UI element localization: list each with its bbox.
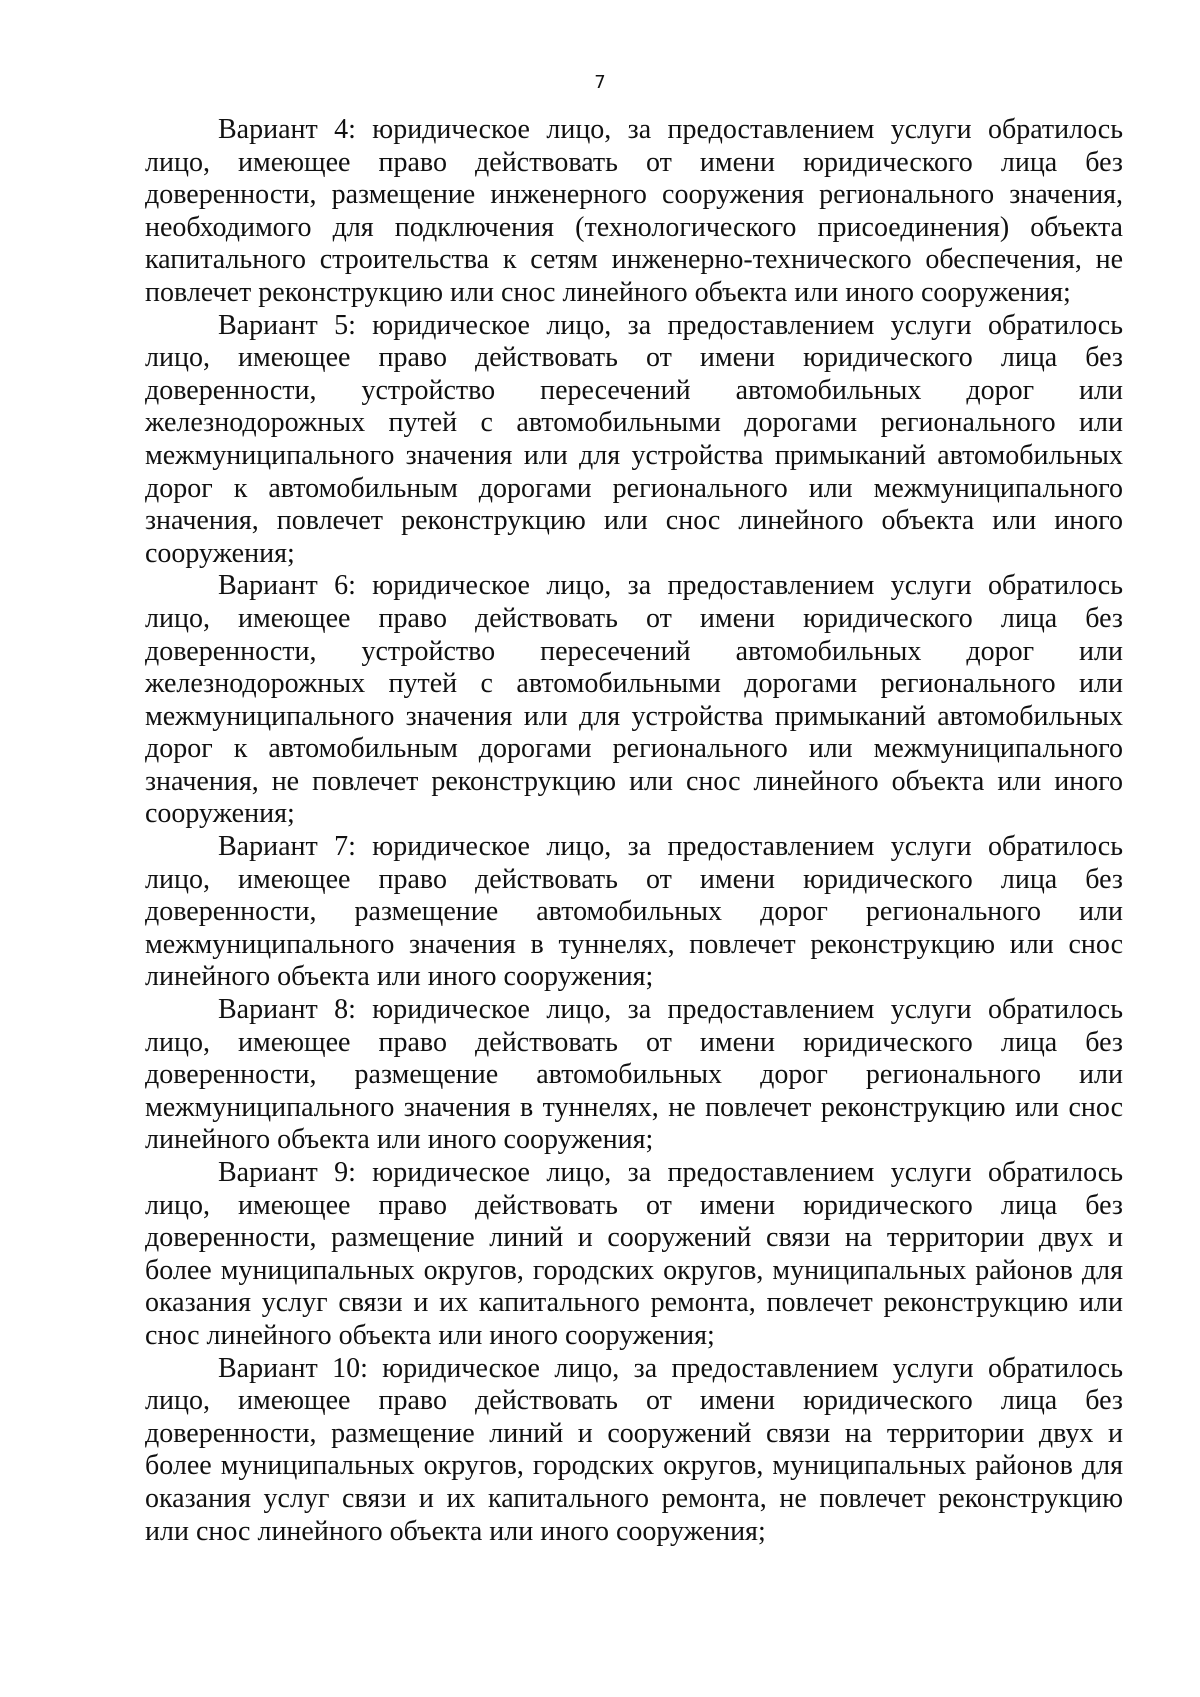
- paragraph-variant-5: Вариант 5: юридическое лицо, за предоставлением услуги обратилось лицо, имеющее право действовать от имени юридического лица без доверенности, устройство пересечений автомобильных дорог или железнодорожных путей с автомобильными дорогами регионального или межмуниципального значения или для устройства примыканий автомобильных дорог к автомобильным дорогами регионального или межмуниципального значения, повлечет реконструкцию или снос линейного объекта или иного сооружения;: [145, 309, 1123, 569]
- paragraph-variant-4: Вариант 4: юридическое лицо, за предоставлением услуги обратилось лицо, имеющее право действовать от имени юридического лица без доверенности, размещение инженерного сооружения регионального значения, необходимого для подключения (технологического присоединения) объекта капитального строительства к сетям инженерно-технического обеспечения, не повлечет реконструкцию или снос линейного объекта или иного сооружения;: [145, 114, 1123, 308]
- paragraph-variant-6: Вариант 6: юридическое лицо, за предоставлением услуги обратилось лицо, имеющее право действовать от имени юридического лица без доверенности, устройство пересечений автомобильных дорог или железнодорожных путей с автомобильными дорогами регионального или межмуниципального значения или для устройства примыканий автомобильных дорог к автомобильным дорогами регионального или межмуниципального значения, не повлечет реконструкцию или снос линейного объекта или иного сооружения;: [145, 570, 1123, 830]
- document-body: [145, 114, 1123, 1548]
- page-number: 7: [594, 72, 606, 93]
- paragraph-variant-10: Вариант 10: юридическое лицо, за предоставлением услуги обратилось лицо, имеющее право действовать от имени юридического лица без доверенности, размещение линий и сооружений связи на территории двух и более муниципальных округов, городских округов, муниципальных районов для оказания услуг связи и их капитального ремонта, не повлечет реконструкцию или снос линейного объекта или иного сооружения;: [145, 1352, 1123, 1547]
- paragraph-variant-7: Вариант 7: юридическое лицо, за предоставлением услуги обратилось лицо, имеющее право действовать от имени юридического лица без доверенности, размещение автомобильных дорог регионального или межмуниципального значения в туннелях, повлечет реконструкцию или снос линейного объекта или иного сооружения;: [145, 831, 1123, 993]
- paragraph-variant-9: Вариант 9: юридическое лицо, за предоставлением услуги обратилось лицо, имеющее право действовать от имени юридического лица без доверенности, размещение линий и сооружений связи на территории двух и более муниципальных округов, городских округов, муниципальных районов для оказания услуг связи и их капитального ремонта, повлечет реконструкцию или снос линейного объекта или иного сооружения;: [145, 1157, 1123, 1351]
- paragraph-variant-8: Вариант 8: юридическое лицо, за предоставлением услуги обратилось лицо, имеющее право действовать от имени юридического лица без доверенности, размещение автомобильных дорог регионального или межмуниципального значения в туннелях, не повлечет реконструкцию или снос линейного объекта или иного сооружения;: [145, 994, 1123, 1156]
